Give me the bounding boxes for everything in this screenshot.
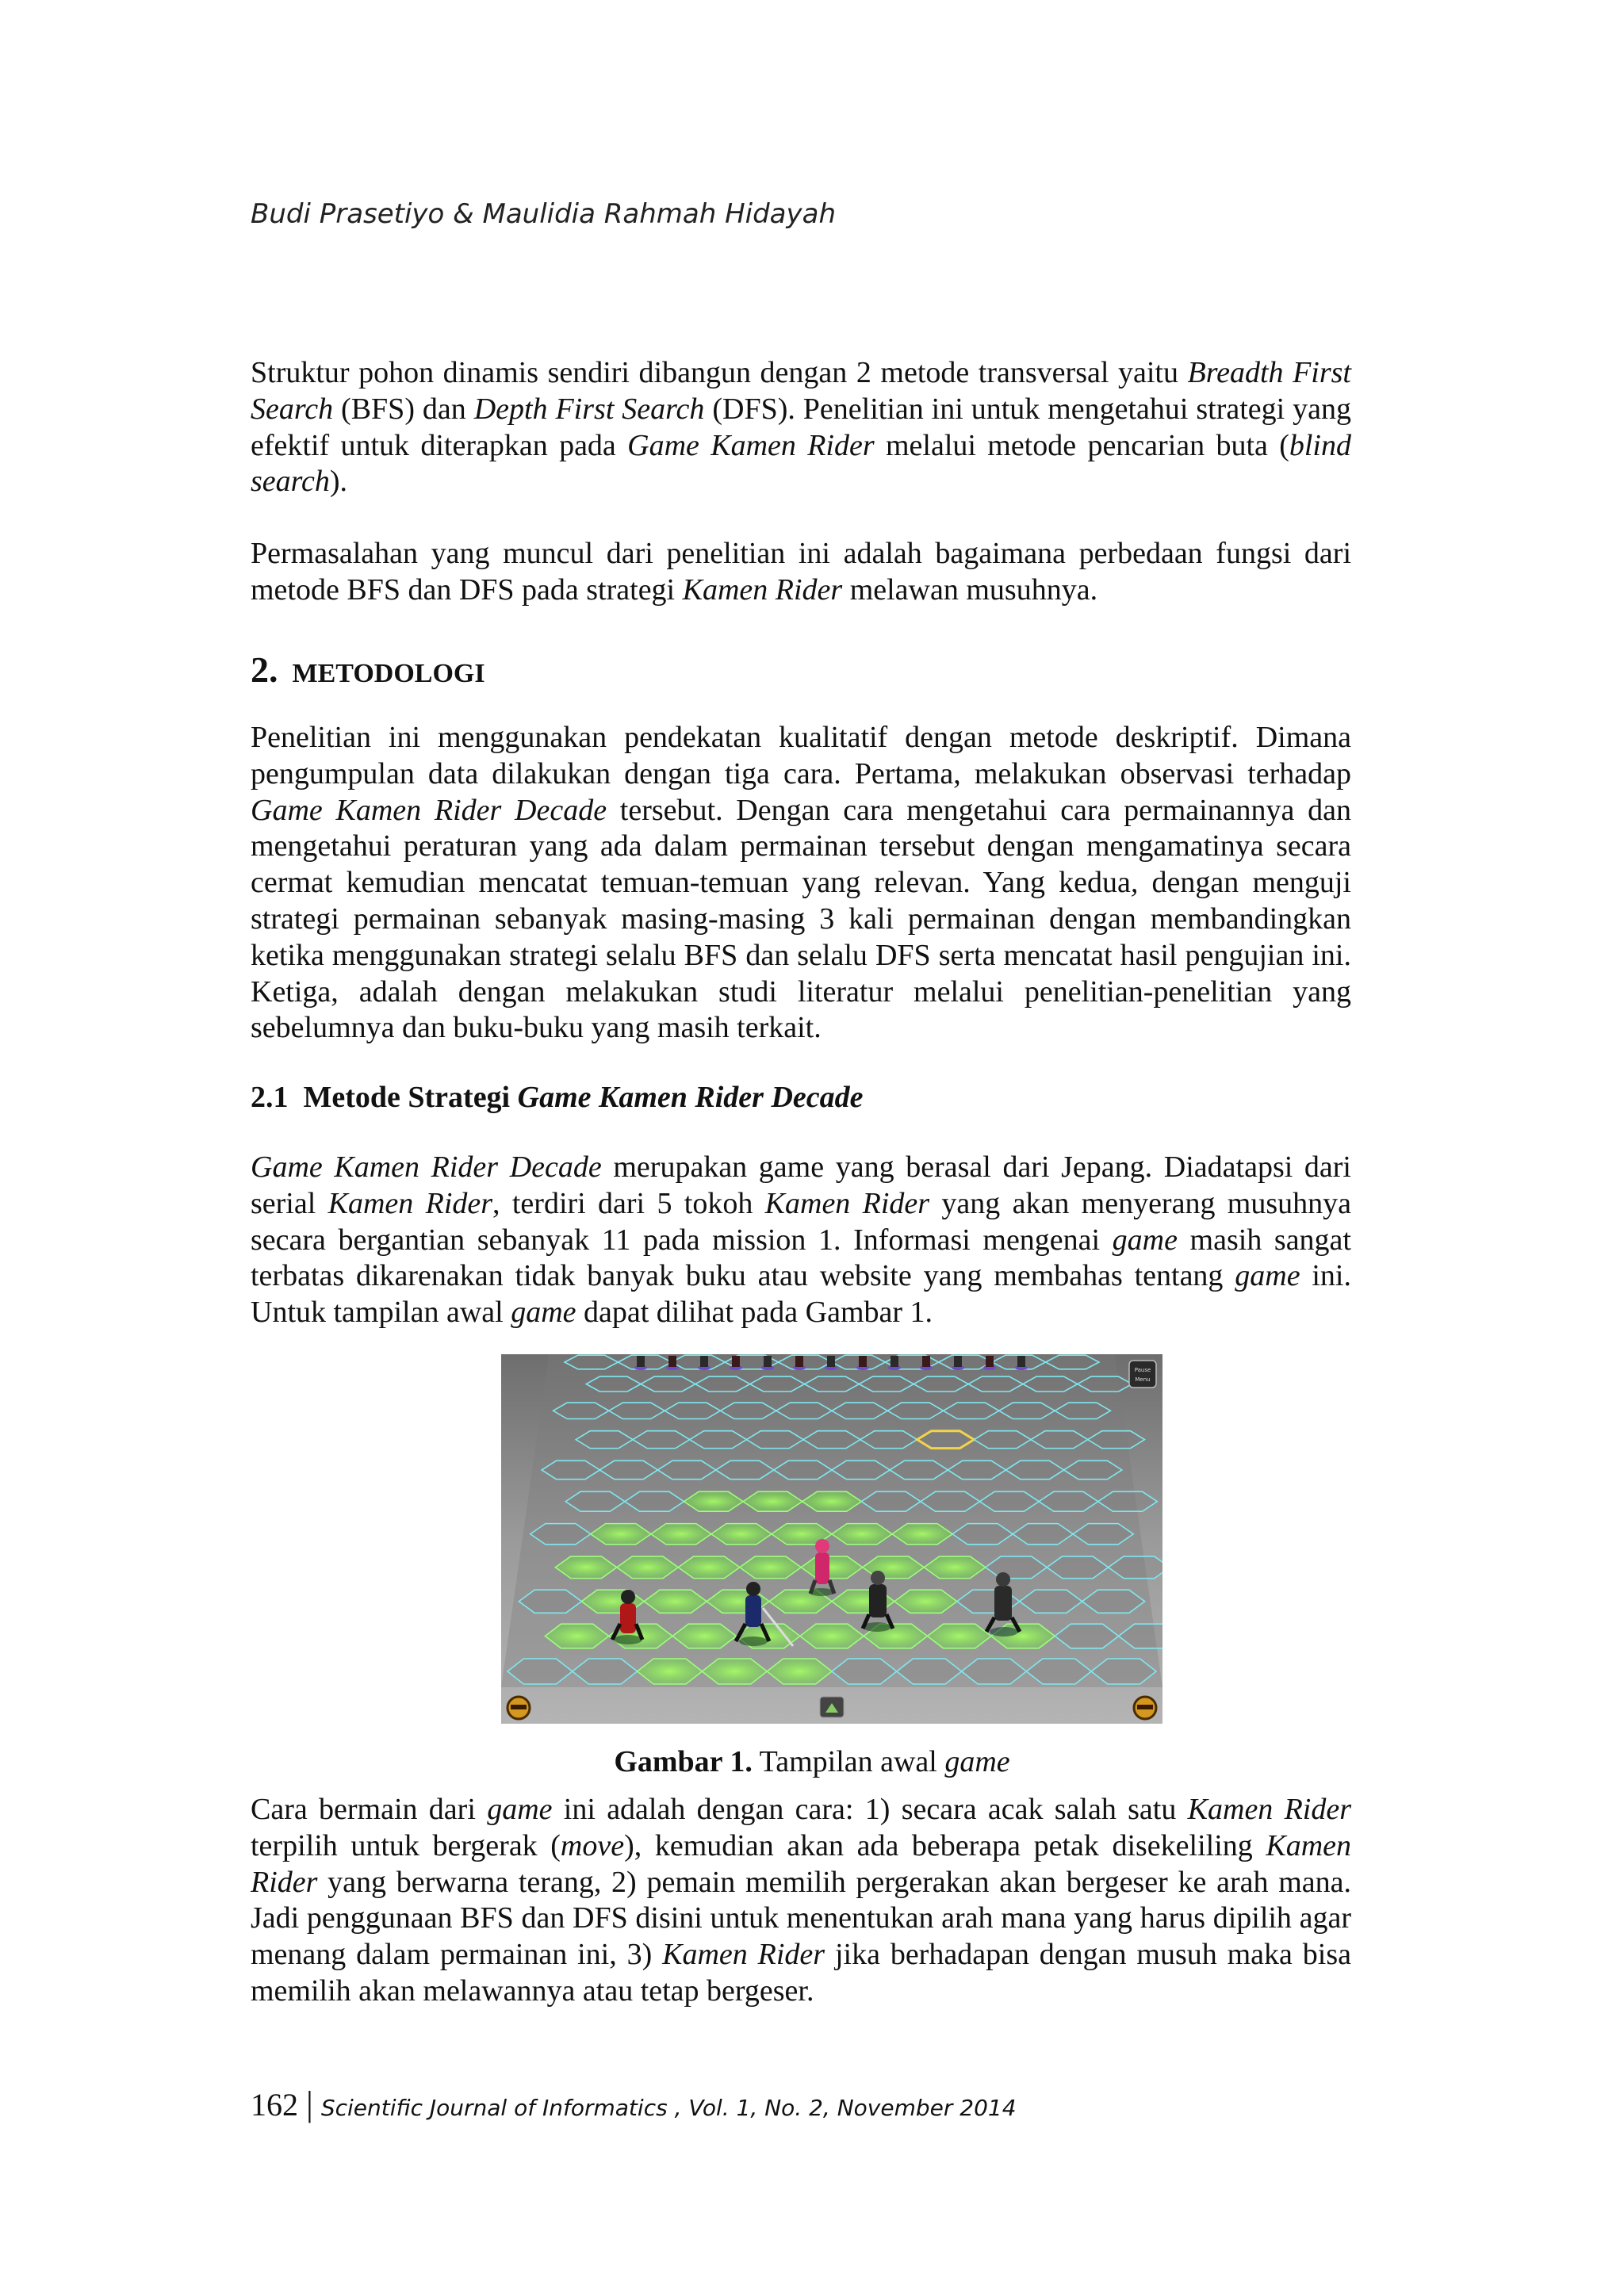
figure-caption: Gambar 1. Tampilan awal game [614,1745,1010,1778]
section-heading [251,649,485,691]
menu-label: Menu [1135,1376,1151,1383]
intro-paragraph-1: Struktur pohon dinamis sendiri dibangun dengan 2 metode transversal yaitu Breadth First Search (BFS) dan Depth First Search (DFS). Penelitian ini untuk mengetahui strategi yang efektif untuk diterapkan pada Game Kamen Rider melalui metode pencarian buta (blind search). [251,356,1352,499]
intro-paragraph-2: Permasalahan yang muncul dari penelitian ini adalah bagaimana perbedaan fungsi dari metode BFS dan DFS pada strategi Kamen Rider melawan musuhnya. [251,537,1351,607]
left-player-icon[interactable] [508,1697,530,1719]
journal-citation: Scientific Journal of Informatics , Vol. 1, No. 2, November 2014 [320,2095,1017,2121]
game-board-image [501,1354,1162,1724]
right-player-icon[interactable] [1134,1697,1156,1719]
pause-menu-button[interactable] [1129,1361,1156,1388]
hex-cell[interactable] [1046,1355,1099,1369]
running-head: Budi Prasetiyo & Maulidia Rahmah Hidayah [251,198,837,230]
gameplay-paragraph: Cara bermain dari game ini adalah dengan cara: 1) secara acak salah satu Kamen Rider terpilih untuk bergerak (move), kemudian akan ada beberapa petak disekeliling Kamen Rider yang berwarna terang, 2) pemain memilih pergerakan akan bergeser ke arah mana. Jadi penggunaan BFS dan DFS disini untuk menentukan arah mana yang harus dipilih agar menang dalam permainan ini, 3) Kamen Rider jika berhadapan dengan musuh maka bisa memilih akan melawannya atau tetap bergeser. [251,1793,1352,2008]
page-number: 162 [251,2087,298,2123]
hex-cell[interactable] [565,1355,618,1369]
game-screenshot-figure [501,1354,1162,1724]
pause-label: Pause [1134,1367,1151,1373]
page-footer [251,2084,1017,2124]
hex-cell-target[interactable] [917,1431,975,1449]
center-action-icon[interactable] [820,1697,844,1717]
section-number: 2. [251,649,278,690]
methodology-paragraph: Penelitian ini menggunakan pendekatan kualitatif dengan metode deskriptif. Dimana pengumpulan data dilakukan dengan tiga cara. Pertama, melakukan observasi terhadap Game Kamen Rider Decade tersebut. Dengan cara mengetahui cara permainannya dan mengetahui peraturan yang ada dalam permainan tersebut dengan mengamatinya secara cermat kemudian mencatat temuan-temuan yang relevan. Yang kedua, dengan menguji strategi permainan sebanyak masing-masing 3 kali permainan dengan membandingkan ketika menggunakan strategi selalu BFS dan selalu DFS serta mencatat hasil pengujian ini. Ketiga, adalah dengan melakukan studi literatur melalui penelitian-penelitian yang sebelumnya dan buku-buku yang masih terkait. [251,721,1352,1045]
footer-separator: | [306,2084,313,2123]
section-title: METODOLOGI [292,659,485,688]
subsection-heading: 2.1 Metode Strategi Game Kamen Rider Decade [251,1081,864,1114]
caption-label: Gambar 1. [614,1745,753,1778]
game-description-paragraph: Game Kamen Rider Decade merupakan game yang berasal dari Jepang. Diadatapsi dari serial Kamen Rider, terdiri dari 5 tokoh Kamen Rider yang akan menyerang musuhnya secara bergantian sebanyak 11 pada mission 1. Informasi mengenai game masih sangat terbatas dikarenakan tidak banyak buku atau website yang membahas tentang game ini. Untuk tampilan awal game dapat dilihat pada Gambar 1. [251,1150,1351,1330]
